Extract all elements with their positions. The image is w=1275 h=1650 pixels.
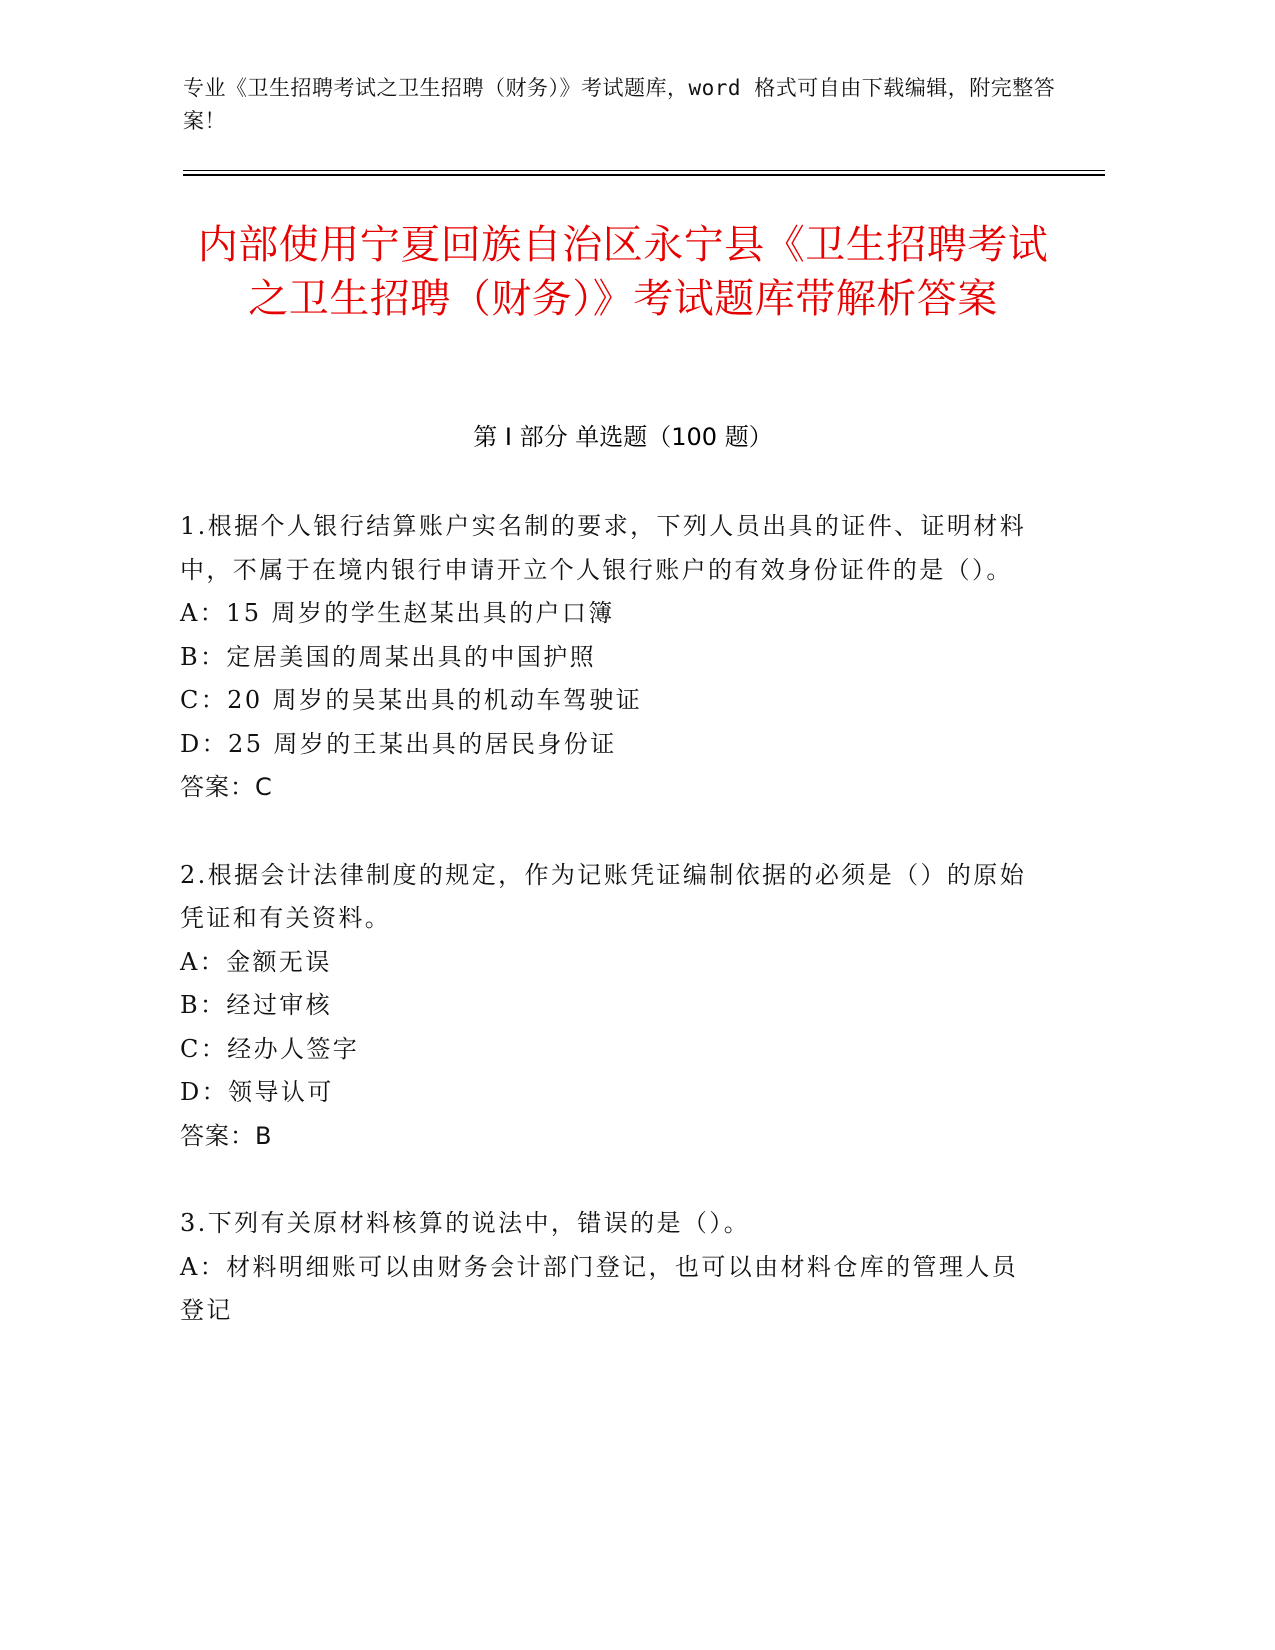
question-stem: 2.根据会计法律制度的规定，作为记账凭证编制依据的必须是（）的原始凭证和有关资料。: [180, 860, 1027, 932]
option-a: A：金额无误: [180, 947, 332, 976]
document-title: 内部使用宁夏回族自治区永宁县《卫生招聘考试之卫生招聘（财务）》考试题库带解析答案: [197, 222, 1049, 322]
header-divider-thin: [183, 170, 1105, 171]
option-b: B：经过审核: [180, 991, 333, 1019]
question-stem: 1.根据个人银行结算账户实名制的要求，下列人员出具的证件、证明材料中，不属于在境内银行申请开立个人银行账户的有效身份证件的是（）。: [180, 512, 1027, 584]
header-divider-thick: [183, 174, 1105, 176]
option-a: A：15 周岁的学生赵某出具的户口簿: [180, 599, 615, 627]
question-list: [180, 505, 1030, 1377]
option-b: B：定居美国的周某出具的中国护照: [180, 642, 597, 671]
option-a: A：材料明细账可以由财务会计部门登记，也可以由材料仓库的管理人员登记: [180, 1252, 1019, 1324]
question-2: [180, 854, 1030, 1159]
question-stem: 3.下列有关原材料核算的说法中，错误的是（）。: [180, 1209, 751, 1237]
question-3: [180, 1202, 1030, 1333]
header-note: 专业《卫生招聘考试之卫生招聘（财务）》考试题库，word 格式可自由下载编辑，附完整答案！: [183, 76, 1056, 133]
option-d: D：领导认可: [180, 1078, 334, 1106]
option-c: C：经办人签字: [180, 1034, 360, 1063]
section-heading: 第 I 部分 单选题（100 题）: [473, 423, 773, 451]
answer-line: 答案：C: [180, 773, 273, 801]
option-d: D：25 周岁的王某出具的居民身份证: [180, 729, 617, 758]
question-1: [180, 505, 1030, 810]
answer-line: 答案：B: [180, 1121, 273, 1150]
option-c: C：20 周岁的吴某出具的机动车驾驶证: [180, 686, 643, 714]
